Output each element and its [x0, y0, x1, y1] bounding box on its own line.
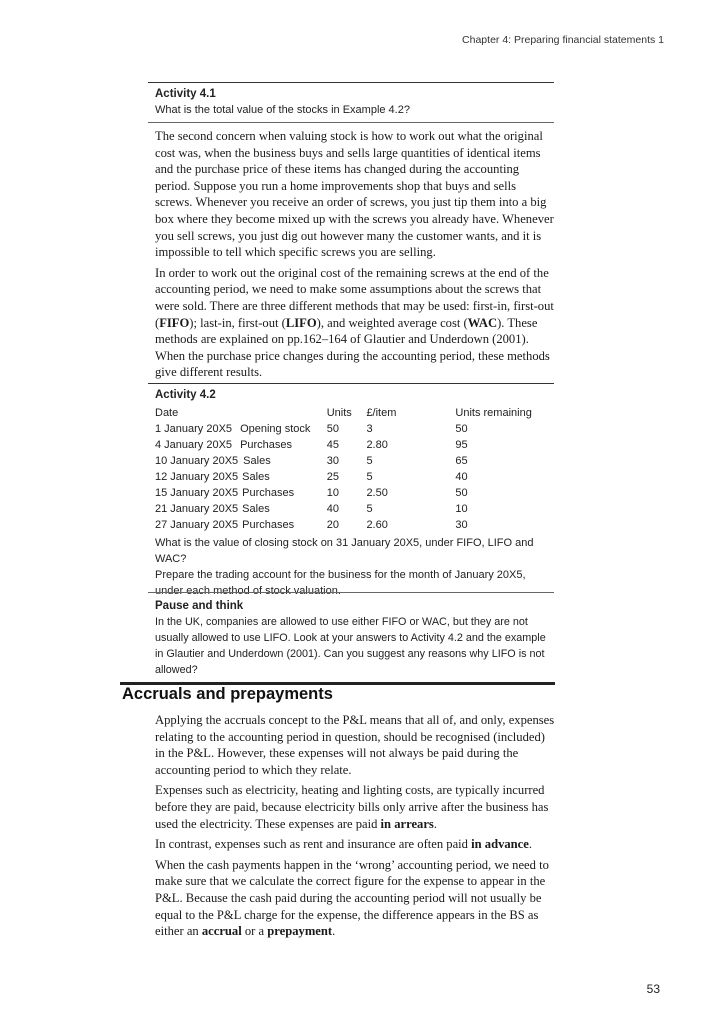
row-price: 2.50 — [366, 487, 388, 499]
row-price: 3 — [366, 423, 373, 435]
row-remaining: 50 — [455, 423, 468, 435]
row-date: 10 January 20X5 — [155, 455, 239, 467]
row-units: 30 — [326, 455, 339, 467]
in-advance-term: in advance — [471, 837, 529, 852]
row-date-cell — [155, 453, 327, 469]
paragraph-advance-text-2: . — [528, 837, 533, 852]
row-remaining: 30 — [455, 519, 468, 531]
row-units: 40 — [326, 503, 339, 515]
table-row — [155, 485, 555, 501]
row-description: Sales — [242, 503, 270, 515]
section-title: Accruals and prepayments — [122, 685, 333, 703]
row-date: 4 January 20X5 — [155, 439, 233, 451]
table-row — [155, 469, 555, 485]
accruals-text — [155, 712, 555, 944]
activity-4-2-title: Activity 4.2 — [155, 389, 216, 401]
row-price: 2.80 — [366, 439, 388, 451]
page-number: 53 — [646, 982, 660, 996]
stock-valuation-text — [155, 128, 555, 385]
activity-4-1 — [155, 86, 555, 118]
row-date-cell — [155, 421, 327, 437]
row-units: 20 — [326, 519, 339, 531]
row-date-cell — [155, 485, 327, 501]
column-header-units: Units — [326, 407, 352, 419]
activity-4-2-question-closing-stock: What is the value of closing stock on 31 January 20X5, under FIFO, LIFO and WAC? — [155, 537, 534, 565]
lifo-term: LIFO — [285, 315, 317, 330]
paragraph-methods-text-3: ), and weighted average cost ( — [316, 315, 468, 330]
paragraph-screws: The second concern when valuing stock is how to work out what the original cost was, when the business buys and sells large quantities of identical items and the purchase price of these items has changed during the accounting period. Suppose you run a home improvements shop that buys and sells screws. Whenever you receive an order of screws, you just tip them into a big box where they become mixed up with the screws you already have. Whenever you sell screws, you just dig out however many the customer wants, and it is impossible to tell which specific screws you are selling. — [155, 129, 554, 260]
activity-4-1-top-rule — [148, 82, 554, 83]
row-date-cell — [155, 469, 327, 485]
paragraph-methods-text-1: In order to work out the original cost of the remaining screws at the end of the accounting period, we need to make some assumptions about the screws that were sold. There are three different methods that may be used: first-in, first-out ( — [155, 265, 554, 330]
activity-4-2-bottom-rule — [148, 592, 554, 593]
paragraph-arrears — [155, 782, 555, 832]
paragraph-advance — [155, 836, 555, 853]
paragraph-methods — [155, 265, 555, 381]
pause-and-think — [155, 598, 555, 678]
paragraph-methods-text-2: ); last-in, first-out ( — [189, 315, 286, 330]
table-row — [155, 437, 555, 453]
running-head: Chapter 4: Preparing financial statements 1 — [462, 34, 664, 46]
prepayment-term: prepayment — [267, 924, 333, 939]
row-remaining: 10 — [455, 503, 468, 515]
paragraph-methods-text-4: ). These methods are explained on pp.162–164 of Glautier and Underdown (2001). When the purchase price changes during the accounting period, these methods give different results. — [155, 315, 550, 380]
activity-4-2-top-rule — [148, 383, 554, 384]
row-price: 5 — [366, 471, 373, 483]
activity-4-2 — [155, 387, 555, 599]
paragraph-advance-text-1: In contrast, expenses such as rent and insurance are often paid — [155, 837, 472, 852]
row-price: 2.60 — [366, 519, 388, 531]
row-date: 15 January 20X5 — [155, 487, 239, 499]
paragraph-arrears-text-1: Expenses such as electricity, heating and lighting costs, are typically incurred before they are paid, because electricity bills only arrive after the business has used the electricity. These expenses are paid — [155, 783, 549, 831]
activity-4-2-question-trading-account: Prepare the trading account for the business for the month of January 20X5, under each method of stock valuation. — [155, 569, 526, 597]
activity-4-1-bottom-rule — [148, 122, 554, 123]
column-header-price: £/item — [366, 407, 397, 419]
table-row — [155, 453, 555, 469]
in-arrears-term: in arrears — [380, 816, 434, 831]
row-date-cell — [155, 517, 327, 533]
row-date: 1 January 20X5 — [155, 423, 233, 435]
table-header-row — [155, 405, 555, 421]
row-date: 27 January 20X5 — [155, 519, 239, 531]
paragraph-accruals-concept: Applying the accruals concept to the P&L means that all of, and only, expenses relating to the accounting period in question, should be recognised (included) in the P&L. However, these expenses will not always be paid during the accounting period to which they relate. — [155, 713, 555, 777]
row-price: 5 — [366, 503, 373, 515]
accrual-term: accrual — [201, 924, 242, 939]
wac-term: WAC — [467, 315, 498, 330]
column-header-date: Date — [155, 407, 179, 419]
row-units: 45 — [326, 439, 339, 451]
paragraph-arrears-text-2: . — [433, 816, 437, 831]
row-description: Purchases — [242, 487, 295, 499]
paragraph-wrong-period-text-2: or a — [241, 924, 268, 939]
row-units: 50 — [326, 423, 339, 435]
activity-4-1-question: What is the total value of the stocks in Example 4.2? — [155, 104, 410, 116]
row-description: Sales — [243, 455, 271, 467]
row-date-cell — [155, 501, 327, 517]
row-description: Sales — [242, 471, 270, 483]
row-date: 12 January 20X5 — [155, 471, 239, 483]
row-units: 10 — [326, 487, 339, 499]
row-remaining: 50 — [455, 487, 468, 499]
table-row — [155, 501, 555, 517]
row-description: Opening stock — [240, 423, 311, 435]
row-description: Purchases — [240, 439, 293, 451]
row-date-cell — [155, 437, 327, 453]
paragraph-wrong-period-text-1: When the cash payments happen in the ‘wrong’ accounting period, we need to make sure that we calculate the correct figure for the expense to appear in the P&L. Because the cash paid during the accounting period will not usually be equal to the P&L charge for the expense, the difference appears in the BS as either an — [155, 857, 549, 939]
row-price: 5 — [366, 455, 373, 467]
row-remaining: 65 — [455, 455, 468, 467]
fifo-term: FIFO — [159, 315, 190, 330]
table-row — [155, 517, 555, 533]
row-remaining: 95 — [455, 439, 468, 451]
pause-and-think-text: In the UK, companies are allowed to use either FIFO or WAC, but they are not usually allowed to use LIFO. Look at your answers to Activity 4.2 and the example in Glautier and Underdown (2001). Can you suggest any reasons why LIFO is not allowed? — [155, 616, 546, 676]
column-header-remaining: Units remaining — [455, 407, 532, 419]
row-remaining: 40 — [455, 471, 468, 483]
paragraph-wrong-period — [155, 857, 555, 940]
row-description: Purchases — [242, 519, 295, 531]
stock-movements-table — [155, 405, 555, 533]
row-units: 25 — [326, 471, 339, 483]
paragraph-wrong-period-text-3: . — [332, 924, 336, 939]
activity-4-1-title: Activity 4.1 — [155, 88, 216, 100]
pause-and-think-title: Pause and think — [155, 600, 244, 612]
row-date: 21 January 20X5 — [155, 503, 239, 515]
table-row — [155, 421, 555, 437]
